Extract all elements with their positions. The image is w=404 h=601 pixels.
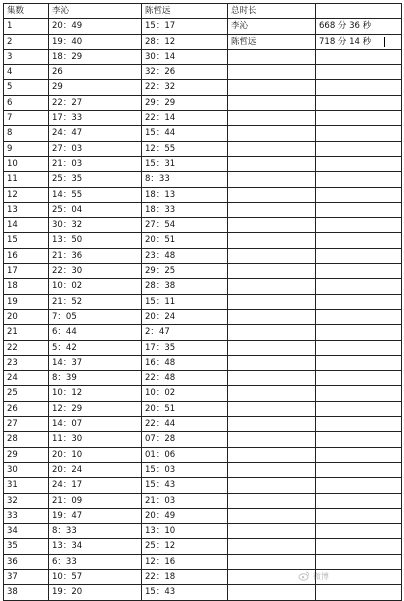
episode-cell[interactable]: 23 (4, 355, 49, 370)
episode-cell[interactable]: 32 (4, 493, 49, 508)
table-row (4, 80, 402, 95)
episode-cell[interactable]: 4 (4, 65, 49, 80)
episode-cell[interactable]: 17 (4, 264, 49, 279)
empty-cell[interactable] (316, 462, 402, 477)
chen-zheyuan-time-cell[interactable]: 18：33 (142, 202, 228, 217)
chen-zheyuan-time-cell[interactable]: 29：25 (142, 264, 228, 279)
empty-cell[interactable] (316, 508, 402, 523)
table-row (4, 386, 402, 401)
episode-cell[interactable]: 29 (4, 447, 49, 462)
empty-cell[interactable] (316, 264, 402, 279)
chen-zheyuan-time-cell[interactable]: 32：26 (142, 65, 228, 80)
empty-cell[interactable] (316, 325, 402, 340)
li-qin-time-cell[interactable]: 7：05 (49, 309, 142, 324)
episode-cell[interactable]: 33 (4, 508, 49, 523)
li-qin-time-cell[interactable]: 10：02 (49, 279, 142, 294)
empty-cell[interactable] (316, 141, 402, 156)
episode-cell[interactable]: 3 (4, 49, 49, 64)
episode-cell[interactable]: 22 (4, 340, 49, 355)
chen-zheyuan-time-cell[interactable]: 22：48 (142, 371, 228, 386)
episode-cell[interactable]: 25 (4, 386, 49, 401)
li-qin-time-cell[interactable]: 5：42 (49, 340, 142, 355)
chen-zheyuan-time-cell[interactable]: 20：49 (142, 508, 228, 523)
empty-cell[interactable] (228, 172, 316, 187)
chen-zheyuan-time-cell[interactable]: 15：03 (142, 462, 228, 477)
chen-zheyuan-time-cell[interactable]: 20：24 (142, 309, 228, 324)
empty-cell[interactable] (316, 172, 402, 187)
empty-cell[interactable] (316, 401, 402, 416)
empty-cell[interactable] (228, 417, 316, 432)
li-qin-time-cell[interactable]: 14：55 (49, 187, 142, 202)
empty-cell[interactable] (228, 508, 316, 523)
empty-cell[interactable] (228, 141, 316, 156)
table-row (4, 371, 402, 386)
li-qin-time-cell[interactable]: 21：09 (49, 493, 142, 508)
table-row (4, 95, 402, 110)
li-qin-time-cell[interactable]: 13：50 (49, 233, 142, 248)
table-row (4, 585, 402, 600)
episode-header-cell[interactable]: 集数 (4, 4, 49, 19)
empty-cell[interactable] (316, 65, 402, 80)
empty-cell[interactable] (228, 386, 316, 401)
table-row (4, 248, 402, 263)
chen-zheyuan-time-cell[interactable]: 21：03 (142, 493, 228, 508)
table-row (4, 417, 402, 432)
episode-cell[interactable]: 15 (4, 233, 49, 248)
li-qin-time-cell[interactable]: 6：33 (49, 554, 142, 569)
table-row (4, 172, 402, 187)
chen-zheyuan-time-cell[interactable]: 25：12 (142, 539, 228, 554)
table-row (4, 309, 402, 324)
table-row (4, 325, 402, 340)
watermark-text: 微博 (313, 571, 329, 581)
empty-cell[interactable] (228, 49, 316, 64)
chen-zheyuan-time-cell[interactable]: 22：14 (142, 111, 228, 126)
li-qin-time-cell[interactable]: 14：37 (49, 355, 142, 370)
empty-cell[interactable] (316, 294, 402, 309)
table-row (4, 478, 402, 493)
total-duration-value: 718 分 14 秒 (319, 36, 372, 47)
episode-cell[interactable]: 37 (4, 569, 49, 584)
chen-zheyuan-time-cell[interactable]: 15：17 (142, 19, 228, 34)
chen-zheyuan-time-cell[interactable]: 22：32 (142, 80, 228, 95)
empty-cell[interactable] (316, 156, 402, 171)
table-row (4, 126, 402, 141)
table-row (4, 432, 402, 447)
empty-cell[interactable] (228, 371, 316, 386)
weibo-logo-icon (298, 570, 310, 582)
table-body (4, 4, 402, 601)
empty-cell[interactable] (228, 355, 316, 370)
table-row (4, 340, 402, 355)
empty-cell[interactable] (228, 524, 316, 539)
chen-zheyuan-time-cell[interactable]: 15：11 (142, 294, 228, 309)
li-qin-time-cell[interactable]: 27：03 (49, 141, 142, 156)
li-qin-time-cell[interactable]: 20：49 (49, 19, 142, 34)
table-row (4, 294, 402, 309)
table-row (4, 493, 402, 508)
table-row (4, 539, 402, 554)
chen-zheyuan-time-cell[interactable]: 22：18 (142, 569, 228, 584)
li-qin-time-cell[interactable]: 14：07 (49, 417, 142, 432)
chen-zheyuan-time-cell[interactable]: 16：48 (142, 355, 228, 370)
li-qin-time-cell[interactable]: 21：52 (49, 294, 142, 309)
table-row (4, 218, 402, 233)
total-name-cell[interactable]: 李沁 (228, 19, 316, 34)
chen-zheyuan-time-cell[interactable]: 2：47 (142, 325, 228, 340)
empty-cell[interactable] (316, 126, 402, 141)
table-row (4, 508, 402, 523)
table-row (4, 401, 402, 416)
li-qin-time-cell[interactable]: 25：35 (49, 172, 142, 187)
episode-cell[interactable]: 1 (4, 19, 49, 34)
li-qin-time-cell[interactable]: 24：17 (49, 478, 142, 493)
empty-cell[interactable] (228, 111, 316, 126)
empty-cell[interactable] (316, 248, 402, 263)
li-qin-time-cell[interactable]: 19：40 (49, 34, 142, 49)
chen-zheyuan-time-cell[interactable]: 13：10 (142, 524, 228, 539)
li-qin-time-cell[interactable]: 19：20 (49, 585, 142, 600)
li-qin-time-cell[interactable]: 22：30 (49, 264, 142, 279)
empty-cell[interactable] (228, 80, 316, 95)
chen-zheyuan-time-cell[interactable]: 22：44 (142, 417, 228, 432)
li-qin-time-cell[interactable]: 29 (49, 80, 142, 95)
empty-cell[interactable] (228, 65, 316, 80)
episode-cell[interactable]: 34 (4, 524, 49, 539)
episode-cell[interactable]: 9 (4, 141, 49, 156)
li-qin-time-cell[interactable]: 6：44 (49, 325, 142, 340)
table-row (4, 264, 402, 279)
empty-cell[interactable] (316, 340, 402, 355)
empty-cell[interactable] (316, 95, 402, 110)
empty-cell[interactable] (316, 493, 402, 508)
empty-cell[interactable] (228, 95, 316, 110)
empty-cell[interactable] (228, 462, 316, 477)
empty-cell[interactable] (316, 111, 402, 126)
episode-cell[interactable]: 30 (4, 462, 49, 477)
episode-cell[interactable]: 2 (4, 34, 49, 49)
empty-cell[interactable] (316, 539, 402, 554)
empty-cell[interactable] (316, 554, 402, 569)
li-qin-header-cell[interactable]: 李沁 (49, 4, 142, 19)
episode-cell[interactable]: 18 (4, 279, 49, 294)
empty-cell[interactable] (316, 218, 402, 233)
empty-cell[interactable] (228, 248, 316, 263)
empty-cell[interactable] (228, 585, 316, 600)
empty-cell[interactable] (316, 233, 402, 248)
empty-cell[interactable] (228, 432, 316, 447)
table-row (4, 355, 402, 370)
episode-cell[interactable]: 11 (4, 172, 49, 187)
empty-cell[interactable] (228, 325, 316, 340)
chen-zheyuan-header-cell[interactable]: 陈哲远 (142, 4, 228, 19)
li-qin-time-cell[interactable]: 22：27 (49, 95, 142, 110)
chen-zheyuan-time-cell[interactable]: 29：29 (142, 95, 228, 110)
chen-zheyuan-time-cell[interactable]: 23：48 (142, 248, 228, 263)
empty-cell[interactable] (228, 539, 316, 554)
weibo-watermark (298, 569, 398, 583)
chen-zheyuan-time-cell[interactable]: 28：38 (142, 279, 228, 294)
chen-zheyuan-time-cell[interactable]: 12：16 (142, 554, 228, 569)
episode-cell[interactable]: 28 (4, 432, 49, 447)
header-row (4, 4, 402, 19)
table-row (4, 462, 402, 477)
empty-cell[interactable] (316, 447, 402, 462)
chen-zheyuan-time-cell[interactable]: 15：44 (142, 126, 228, 141)
chen-zheyuan-time-cell[interactable]: 27：54 (142, 218, 228, 233)
chen-zheyuan-time-cell[interactable]: 28：12 (142, 34, 228, 49)
chen-zheyuan-time-cell[interactable]: 12：55 (142, 141, 228, 156)
empty-cell[interactable] (228, 218, 316, 233)
li-qin-time-cell[interactable]: 17：33 (49, 111, 142, 126)
empty-cell[interactable] (316, 49, 402, 64)
chen-zheyuan-time-cell[interactable]: 10：02 (142, 386, 228, 401)
chen-zheyuan-time-cell[interactable]: 15：31 (142, 156, 228, 171)
empty-cell[interactable] (228, 294, 316, 309)
li-qin-time-cell[interactable]: 30：32 (49, 218, 142, 233)
table-row (4, 34, 402, 49)
episode-cell[interactable]: 8 (4, 126, 49, 141)
li-qin-time-cell[interactable]: 24：47 (49, 126, 142, 141)
li-qin-time-cell[interactable]: 10：57 (49, 569, 142, 584)
table-row (4, 49, 402, 64)
episode-cell[interactable]: 13 (4, 202, 49, 217)
table-row (4, 156, 402, 171)
total-duration-header-cell[interactable]: 总时长 (228, 4, 316, 19)
table-row (4, 554, 402, 569)
li-qin-time-cell[interactable]: 10：12 (49, 386, 142, 401)
li-qin-time-cell[interactable]: 25：04 (49, 202, 142, 217)
episode-cell[interactable]: 21 (4, 325, 49, 340)
empty-cell[interactable] (228, 202, 316, 217)
episode-cell[interactable]: 10 (4, 156, 49, 171)
empty-cell[interactable] (316, 355, 402, 370)
empty-cell[interactable] (316, 309, 402, 324)
episode-cell[interactable]: 36 (4, 554, 49, 569)
total-duration-cell[interactable] (316, 34, 402, 49)
episode-cell[interactable]: 12 (4, 187, 49, 202)
table-row (4, 19, 402, 34)
episode-cell[interactable]: 26 (4, 401, 49, 416)
empty-cell[interactable] (228, 447, 316, 462)
total-name-cell[interactable]: 陈哲远 (228, 34, 316, 49)
li-qin-time-cell[interactable]: 19：47 (49, 508, 142, 523)
empty-cell[interactable] (228, 478, 316, 493)
empty-cell[interactable] (316, 279, 402, 294)
li-qin-time-cell[interactable]: 11：30 (49, 432, 142, 447)
li-qin-time-cell[interactable]: 8：39 (49, 371, 142, 386)
empty-cell[interactable] (316, 80, 402, 95)
table-row (4, 279, 402, 294)
empty-header-cell[interactable] (316, 4, 402, 19)
episode-cell[interactable]: 16 (4, 248, 49, 263)
empty-cell[interactable] (228, 279, 316, 294)
table-row (4, 524, 402, 539)
chen-zheyuan-time-cell[interactable]: 01：06 (142, 447, 228, 462)
empty-cell[interactable] (228, 264, 316, 279)
episode-cell[interactable]: 14 (4, 218, 49, 233)
episode-cell[interactable]: 38 (4, 585, 49, 600)
episode-cell[interactable]: 6 (4, 95, 49, 110)
chen-zheyuan-time-cell[interactable]: 15：43 (142, 585, 228, 600)
episode-cell[interactable]: 35 (4, 539, 49, 554)
empty-cell[interactable] (316, 202, 402, 217)
empty-cell[interactable] (316, 524, 402, 539)
li-qin-time-cell[interactable]: 26 (49, 65, 142, 80)
empty-cell[interactable] (316, 386, 402, 401)
empty-cell[interactable] (228, 340, 316, 355)
total-duration-cell[interactable]: 668 分 36 秒 (316, 19, 402, 34)
table-row (4, 187, 402, 202)
li-qin-time-cell[interactable]: 21：03 (49, 156, 142, 171)
text-cursor (384, 37, 385, 47)
spreadsheet-page (3, 3, 401, 598)
table-row (4, 447, 402, 462)
empty-cell[interactable] (316, 371, 402, 386)
li-qin-time-cell[interactable]: 21：36 (49, 248, 142, 263)
episode-cell[interactable]: 20 (4, 309, 49, 324)
empty-cell[interactable] (316, 432, 402, 447)
chen-zheyuan-time-cell[interactable]: 17：35 (142, 340, 228, 355)
empty-cell[interactable] (316, 585, 402, 600)
empty-cell[interactable] (228, 233, 316, 248)
table-row (4, 141, 402, 156)
li-qin-time-cell[interactable]: 20：10 (49, 447, 142, 462)
chen-zheyuan-time-cell[interactable]: 30：14 (142, 49, 228, 64)
empty-cell[interactable] (228, 401, 316, 416)
li-qin-time-cell[interactable]: 13：34 (49, 539, 142, 554)
episode-cell[interactable]: 31 (4, 478, 49, 493)
episode-cell[interactable]: 19 (4, 294, 49, 309)
chen-zheyuan-time-cell[interactable]: 20：51 (142, 401, 228, 416)
episode-cell[interactable]: 24 (4, 371, 49, 386)
episode-cell[interactable]: 27 (4, 417, 49, 432)
empty-cell[interactable] (316, 478, 402, 493)
table-row (4, 65, 402, 80)
li-qin-time-cell[interactable]: 20：24 (49, 462, 142, 477)
table-row (4, 202, 402, 217)
chen-zheyuan-time-cell[interactable]: 8：33 (142, 172, 228, 187)
chen-zheyuan-time-cell[interactable]: 18：13 (142, 187, 228, 202)
chen-zheyuan-time-cell[interactable]: 15：43 (142, 478, 228, 493)
empty-cell[interactable] (228, 126, 316, 141)
episode-cell[interactable]: 5 (4, 80, 49, 95)
episode-cell[interactable]: 7 (4, 111, 49, 126)
li-qin-time-cell[interactable]: 8：33 (49, 524, 142, 539)
empty-cell[interactable] (228, 554, 316, 569)
li-qin-time-cell[interactable]: 18：29 (49, 49, 142, 64)
episode-duration-table (3, 3, 402, 601)
empty-cell[interactable] (228, 187, 316, 202)
empty-cell[interactable] (228, 309, 316, 324)
table-row (4, 233, 402, 248)
chen-zheyuan-time-cell[interactable]: 20：51 (142, 233, 228, 248)
table-row (4, 111, 402, 126)
empty-cell[interactable] (316, 187, 402, 202)
li-qin-time-cell[interactable]: 12：29 (49, 401, 142, 416)
empty-cell[interactable] (316, 417, 402, 432)
chen-zheyuan-time-cell[interactable]: 07：28 (142, 432, 228, 447)
empty-cell[interactable] (228, 156, 316, 171)
empty-cell[interactable] (228, 493, 316, 508)
